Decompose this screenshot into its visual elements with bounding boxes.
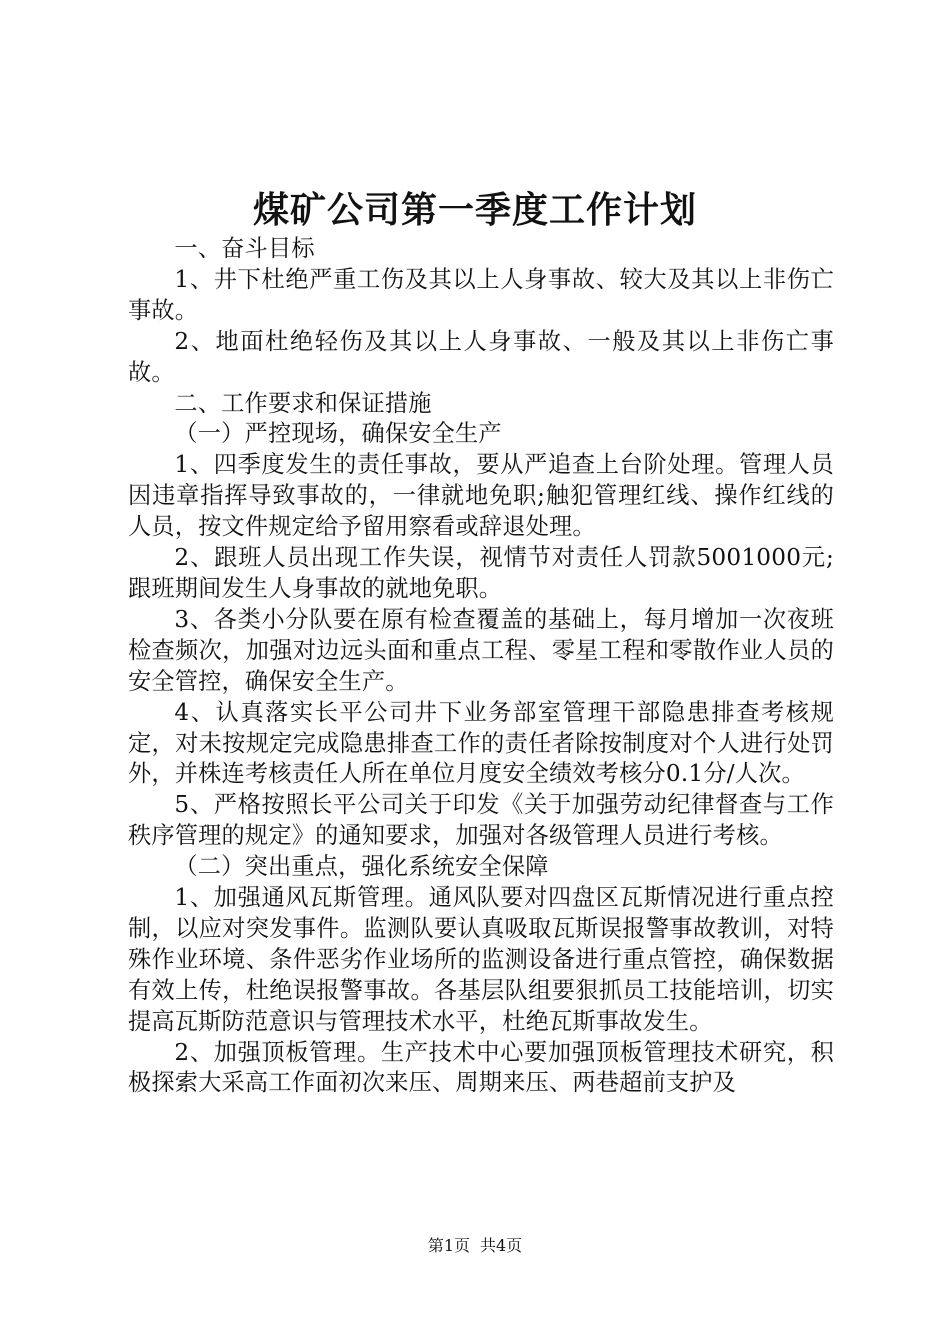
paragraph: 2、跟班人员出现工作失误，视情节对责任人罚款5001000元;跟班期间发生人身事故的就地免职。 xyxy=(128,544,834,602)
section-heading: 二、工作要求和保证措施 xyxy=(174,389,432,417)
page-footer xyxy=(0,1236,950,1256)
paragraph: 5、严格按照长平公司关于印发《关于加强劳动纪律督查与工作秩序管理的规定》的通知要求，加强对各级管理人员进行考核。 xyxy=(128,791,834,850)
document-title: 煤矿公司第一季度工作计划 xyxy=(252,189,697,231)
subsection-heading: （二）突出重点，强化系统安全保障 xyxy=(174,853,549,881)
page-total: 共4页 xyxy=(480,1236,523,1255)
paragraph: 2、地面杜绝轻伤及其以上人身事故、一般及其以上非伤亡事故。 xyxy=(128,327,834,386)
page-number: 第1页 xyxy=(427,1236,470,1255)
document-body xyxy=(128,234,834,1099)
paragraph: 3、各类小分队要在原有检查覆盖的基础上，每月增加一次夜班检查频次，加强对边远头面和重点工程、零星工程和零散作业人员的安全管控，确保安全生产。 xyxy=(128,605,834,695)
paragraph: 4、认真落实长平公司井下业务部室管理干部隐患排查考核规定，对未按规定完成隐患排查工作的责任者除按制度对个人进行处罚外，并株连考核责任人所在单位月度安全绩效考核分0.1分/人次。 xyxy=(128,698,834,788)
paragraph: 2、加强顶板管理。生产技术中心要加强顶板管理技术研究，积极探索大采高工作面初次来压、周期来压、两巷超前支护及 xyxy=(128,1038,834,1097)
paragraph: 1、井下杜绝严重工伤及其以上人身事故、较大及其以上非伤亡事故。 xyxy=(128,265,834,324)
paragraph: 1、四季度发生的责任事故，要从严追查上台阶处理。管理人员因违章指挥导致事故的，一律就地免职;触犯管理红线、操作红线的人员，按文件规定给予留用察看或辞退处理。 xyxy=(128,451,834,541)
paragraph: 1、加强通风瓦斯管理。通风队要对四盘区瓦斯情况进行重点控制，以应对突发事件。监测队要认真吸取瓦斯误报警事故教训，对特殊作业环境、条件恶劣作业场所的监测设备进行重点管控，确保数据有效上传，杜绝误报警事故。各基层队组要狠抓员工技能培训，切实提高瓦斯防范意识与管理技术水平，杜绝瓦斯事故发生。 xyxy=(128,884,834,1035)
section-heading: 一、奋斗目标 xyxy=(174,235,315,262)
subsection-heading: （一）严控现场，确保安全生产 xyxy=(174,420,502,448)
